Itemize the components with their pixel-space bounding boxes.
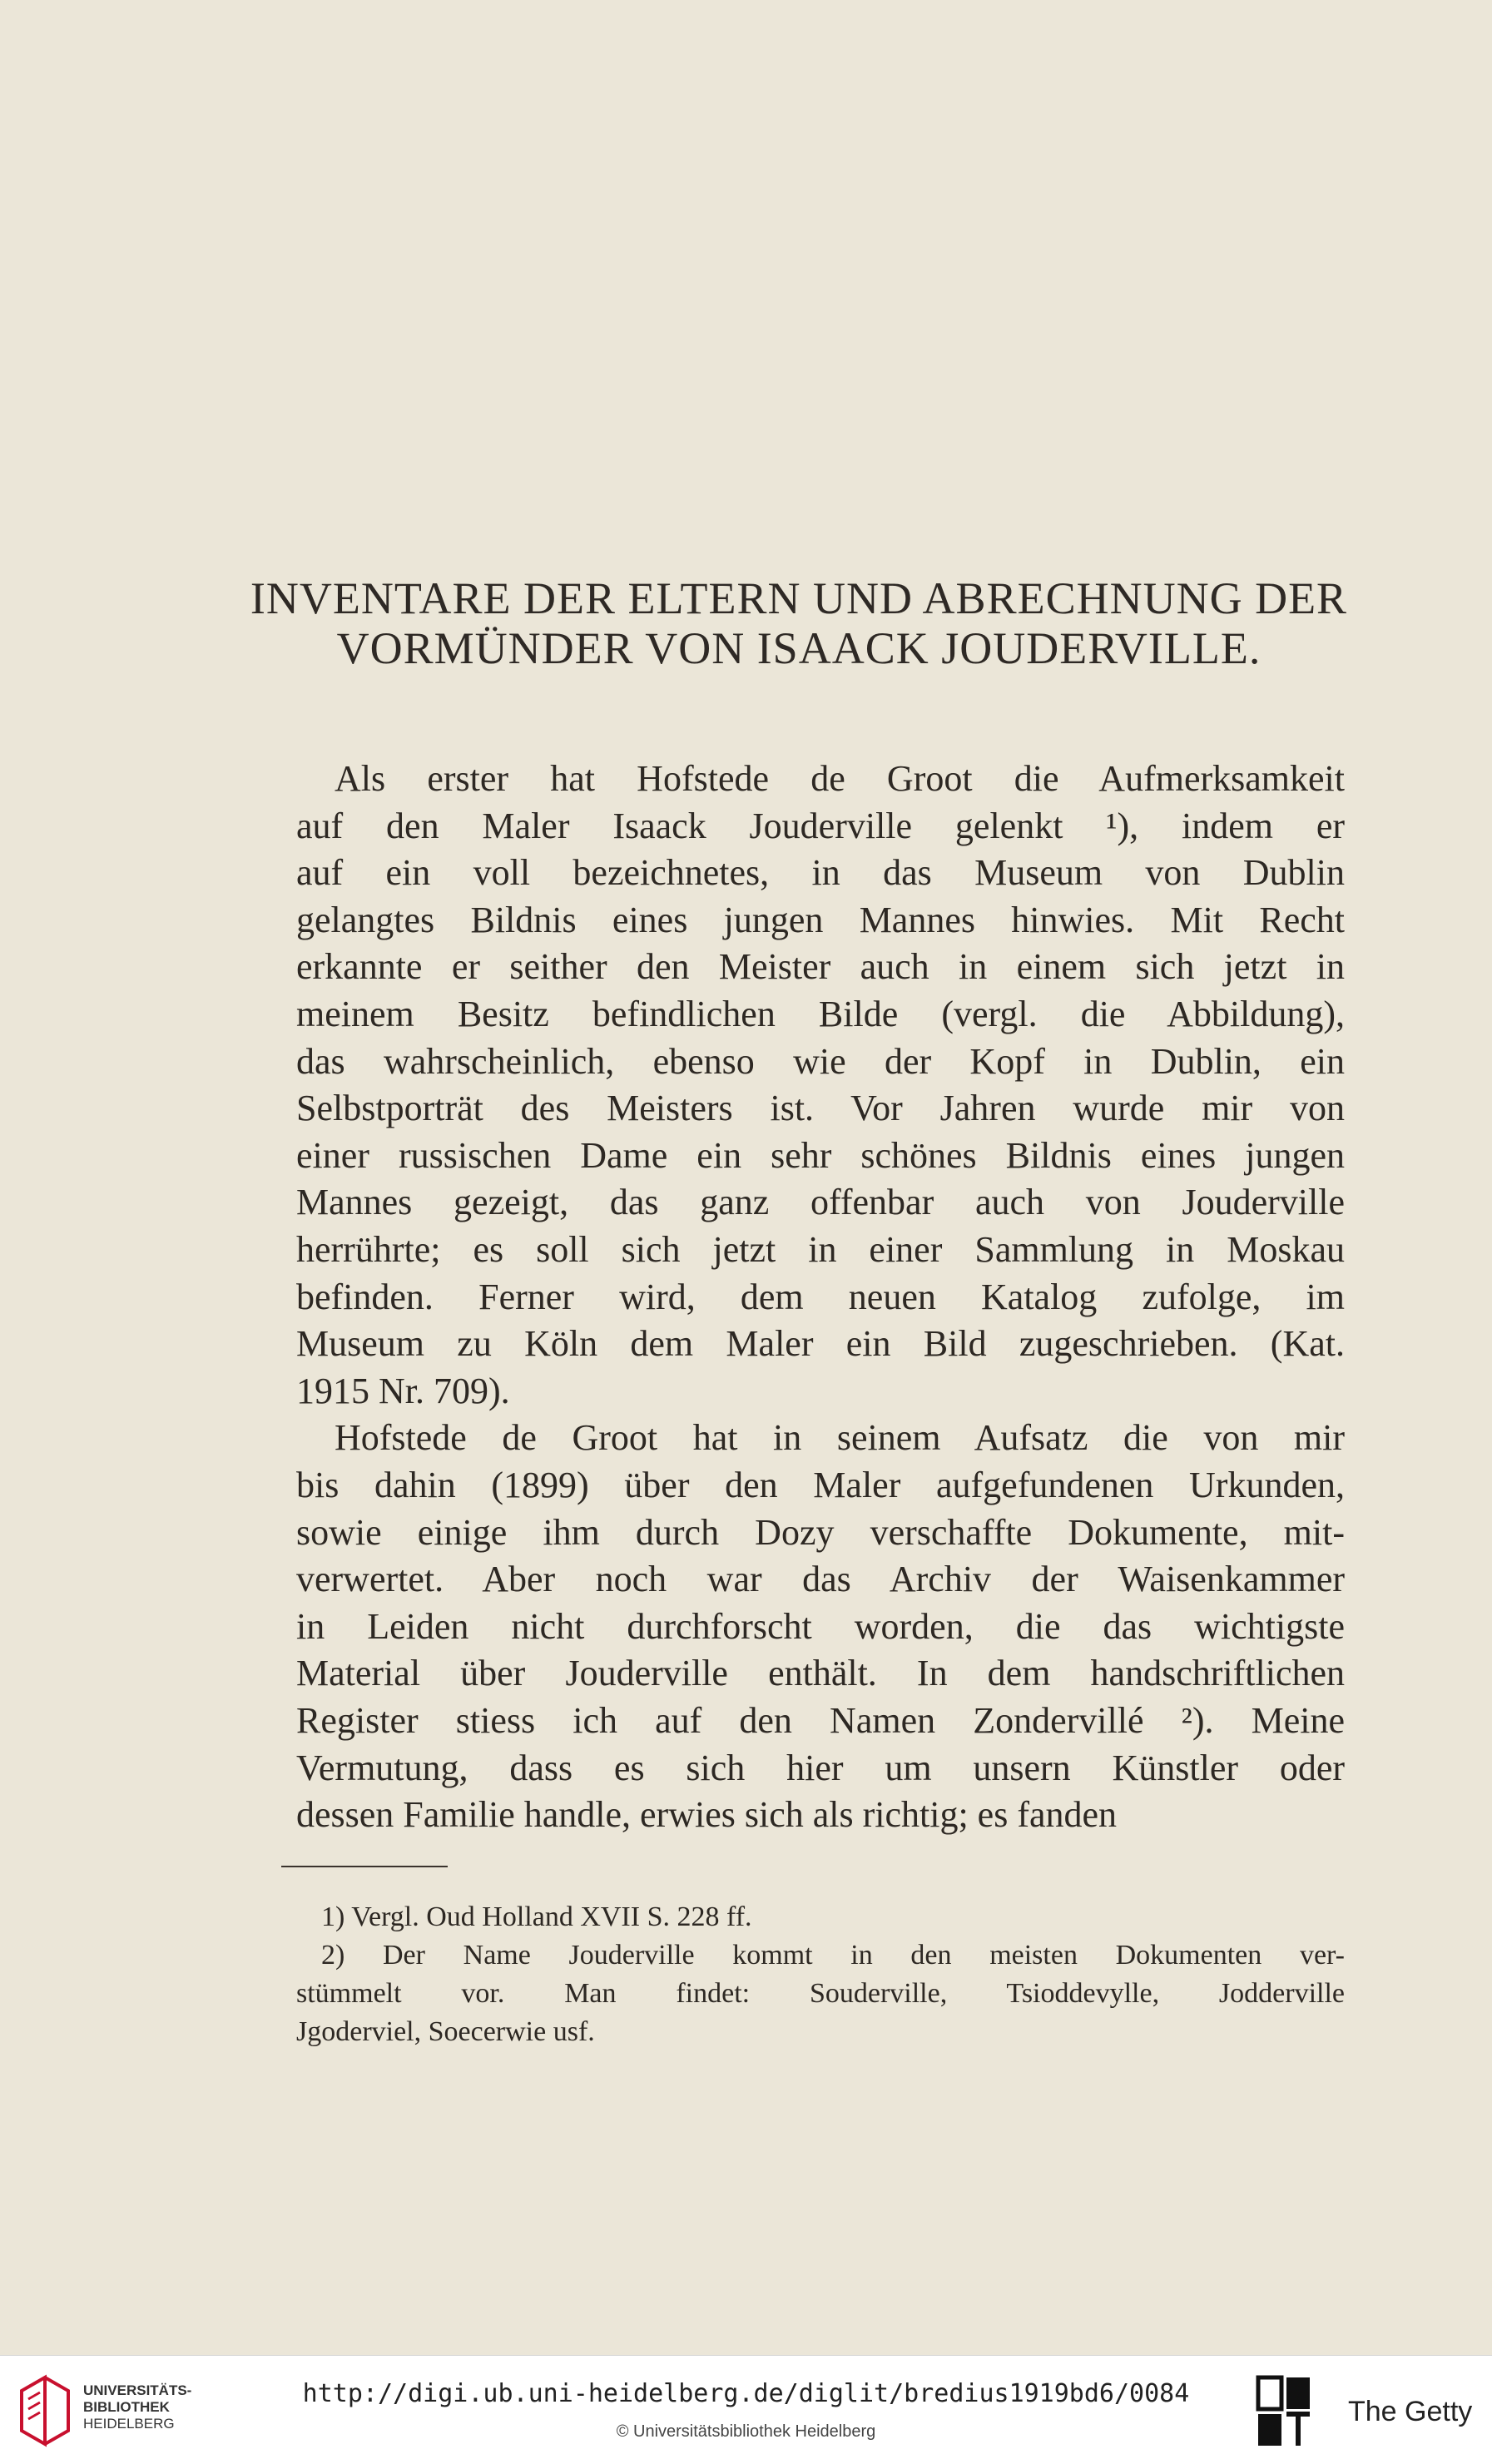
- body-line: Hofstede de Groot hat in seinem Aufsatz die von mir: [335, 1417, 1345, 1459]
- body-line: Als erster hat Hofstede de Groot die Aufmerksamkeit: [335, 758, 1345, 799]
- body-line: sowie einige ihm durch Dozy verschaffte Dokumente, mit-: [296, 1511, 1345, 1553]
- chapter-title-line-1: INVENTARE DER ELTERN UND ABRECHNUNG DER: [250, 573, 1348, 623]
- body-line: bis dahin (1899) über den Maler aufgefundenen Urkunden,: [296, 1465, 1345, 1505]
- institution-line-2: BIBLIOTHEK: [83, 2399, 170, 2415]
- body-line: das wahrscheinlich, ebenso wie der Kopf in Dublin, ein: [296, 1040, 1345, 1082]
- permalink-url[interactable]: http://digi.ub.uni-heidelberg.de/diglit/bredius1919bd6/0084: [302, 2379, 1190, 2408]
- body-line: Material über Jouderville enthält. In dem handschriftlichen: [296, 1653, 1345, 1694]
- body-line: 1915 Nr. 709).: [296, 1370, 510, 1411]
- body-line: befinden. Ferner wird, dem neuen Katalog zufolge, im: [296, 1276, 1345, 1317]
- getty-partner-name: The Getty: [1348, 2396, 1473, 2427]
- body-line: gelangtes Bildnis eines jungen Mannes hinwies. Mit Recht: [296, 899, 1345, 940]
- body-line: einer russischen Dame ein sehr schönes Bildnis eines jungen: [296, 1134, 1345, 1176]
- body-line: Mannes gezeigt, das ganz offenbar auch von Jouderville: [296, 1182, 1345, 1223]
- body-line: dessen Familie handle, erwies sich als richtig; es fanden: [296, 1794, 1118, 1836]
- institution-line-1: UNIVERSITÄTS-: [83, 2382, 192, 2398]
- getty-logo-icon: [1255, 2374, 1313, 2449]
- copyright-notice: © Universitätsbibliothek Heidelberg: [616, 2422, 876, 2441]
- body-line: auf ein voll bezeichnetes, in das Museum von Dublin: [296, 852, 1345, 894]
- body-line: meinem Besitz befindlichen Bilde (vergl. die Abbildung),: [296, 994, 1345, 1034]
- body-line: Museum zu Köln dem Maler ein Bild zugeschrieben. (Kat.: [296, 1323, 1345, 1365]
- body-line: erkannte er seither den Meister auch in einem sich jetzt in: [296, 946, 1345, 988]
- viewer-footer: [0, 2355, 1492, 2464]
- footnote-line: stümmelt vor. Man findet: Souderville, Tsioddevylle, Jodderville: [296, 1978, 1345, 2009]
- footnote-line: 2) Der Name Jouderville kommt in den meisten Dokumenten ver-: [321, 1940, 1345, 1971]
- institution-line-3: HEIDELBERG: [83, 2416, 175, 2432]
- body-line: Selbstporträt des Meisters ist. Vor Jahren wurde mir von: [296, 1088, 1345, 1129]
- body-line: auf den Maler Isaack Jouderville gelenkt ¹), indem er: [296, 805, 1345, 846]
- footnote-separator: [281, 1866, 448, 1867]
- chapter-title-line-2: VORMÜNDER VON ISAACK JOUDERVILLE.: [336, 623, 1262, 673]
- body-line: in Leiden nicht durchforscht worden, die das wichtigste: [296, 1605, 1345, 1647]
- body-line: herrührte; es soll sich jetzt in einer Sammlung in Moskau: [296, 1229, 1345, 1270]
- footnote-line: 1) Vergl. Oud Holland XVII S. 228 ff.: [321, 1901, 752, 1932]
- footnote-line: Jgoderviel, Soecerwie usf.: [296, 2016, 595, 2047]
- body-line: Vermutung, dass es sich hier um unsern Künstler oder: [296, 1747, 1345, 1788]
- body-line: Register stiess ich auf den Namen Zondervillé ²). Meine: [296, 1700, 1345, 1741]
- body-line: verwertet. Aber noch war das Archiv der Waisenkammer: [296, 1559, 1345, 1600]
